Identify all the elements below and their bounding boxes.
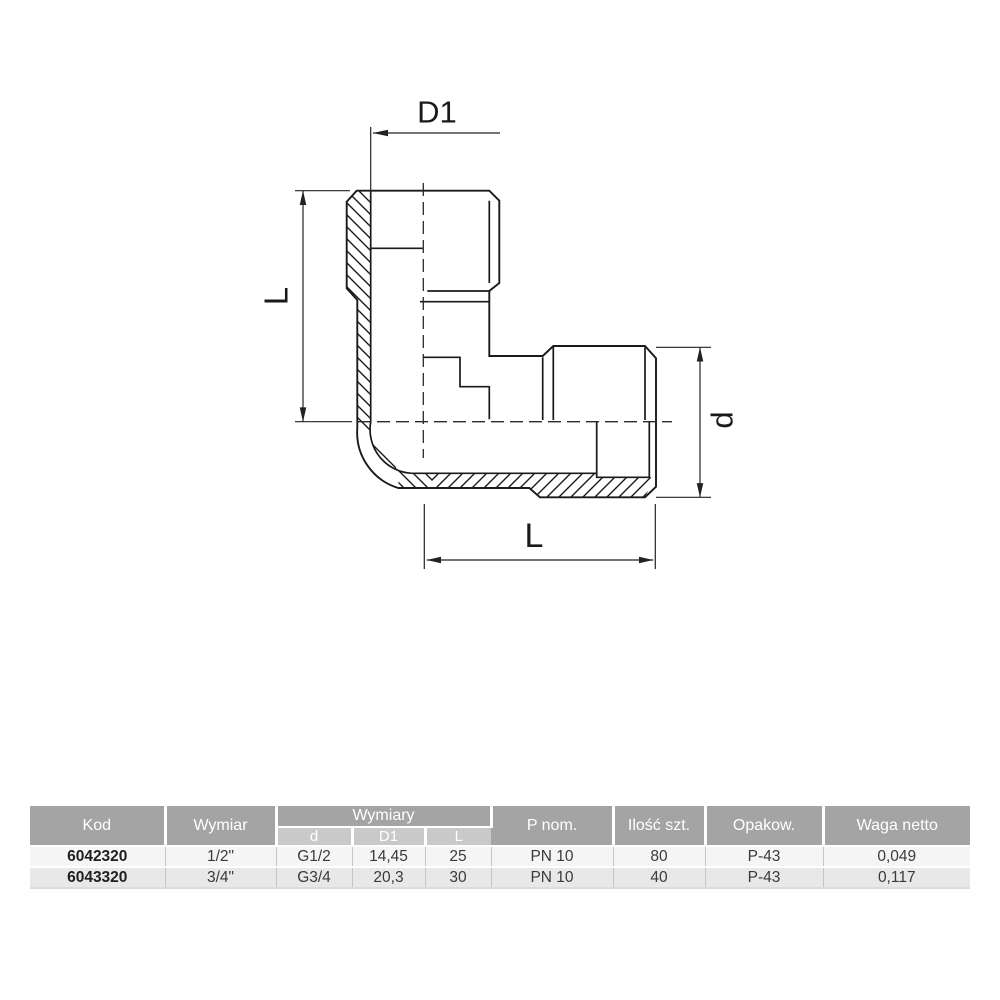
cell-wymiar: 3/4" [165, 867, 276, 888]
cell-d1: 20,3 [352, 867, 425, 888]
l-bottom-arrow-right [639, 557, 653, 564]
internal-edges [370, 191, 649, 478]
thread-step-profile [423, 357, 490, 419]
cell-waga: 0,117 [823, 867, 970, 888]
cell-waga: 0,049 [823, 846, 970, 867]
d1-arrow-left [373, 130, 388, 137]
d-arrow-up [697, 347, 704, 361]
cell-opakow: P-43 [705, 846, 823, 867]
col-subheader-d1: D1 [352, 827, 425, 846]
l-left-arrow-down [300, 407, 307, 421]
dim-label-l-bottom: L [524, 517, 544, 555]
left-wall-hatch [347, 191, 432, 488]
col-header-p-nom: P nom. [491, 806, 613, 846]
cell-kod: 6042320 [30, 846, 165, 867]
product-spec-table [30, 806, 970, 889]
l-bottom-arrow-left [427, 557, 441, 564]
header-row-main [30, 806, 970, 827]
col-header-wymiar: Wymiar [165, 806, 276, 846]
table-row [30, 867, 970, 888]
cell-opakow: P-43 [705, 867, 823, 888]
l-left-arrow-up [300, 191, 307, 205]
col-header-ilosc: Ilość szt. [613, 806, 705, 846]
cell-wymiar: 1/2" [165, 846, 276, 867]
col-header-kod: Kod [30, 806, 165, 846]
col-header-opakow: Opakow. [705, 806, 823, 846]
right-thread-relief-box [597, 422, 650, 478]
cell-d: G3/4 [276, 867, 352, 888]
cell-p-nom: PN 10 [491, 867, 613, 888]
col-header-waga: Waga netto [823, 806, 970, 846]
cell-l: 25 [425, 846, 491, 867]
cell-l: 30 [425, 867, 491, 888]
col-subheader-d: d [276, 827, 352, 846]
cell-d1: 14,45 [352, 846, 425, 867]
cell-p-nom: PN 10 [491, 846, 613, 867]
elbow-outline [347, 191, 656, 498]
table-row [30, 846, 970, 867]
cell-ilosc: 80 [613, 846, 705, 867]
centerlines [358, 183, 672, 458]
cell-d: G1/2 [276, 846, 352, 867]
col-subheader-l: L [425, 827, 491, 846]
cell-ilosc: 40 [613, 867, 705, 888]
dim-label-d: d [704, 411, 740, 429]
dim-label-l-left: L [257, 286, 295, 306]
cell-kod: 6043320 [30, 867, 165, 888]
dim-label-d1: D1 [417, 94, 457, 130]
col-header-wymiary-group: Wymiary [276, 806, 491, 827]
d-arrow-down [697, 483, 704, 497]
